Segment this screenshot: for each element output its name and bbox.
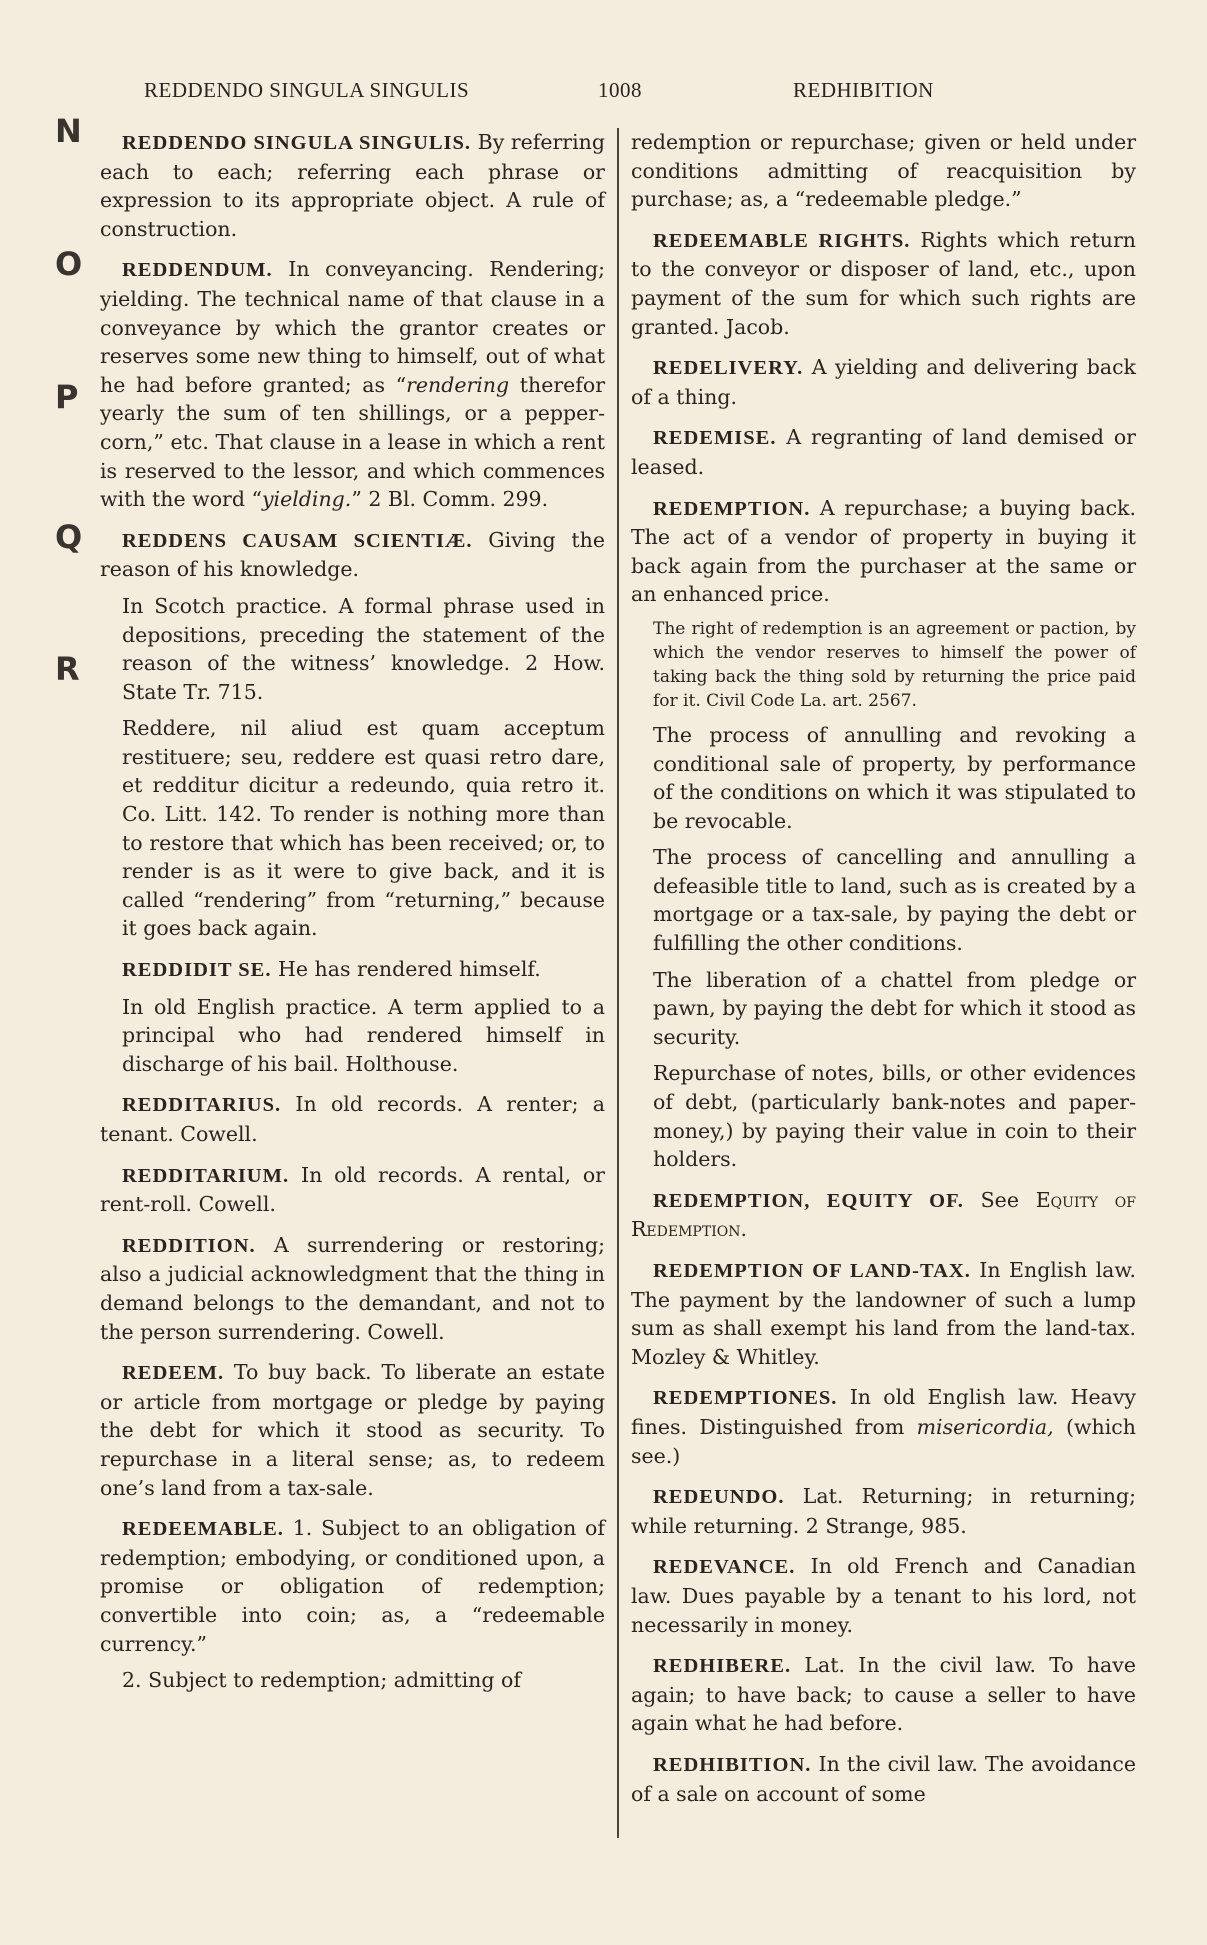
entry-headword: REDEEM.: [122, 1362, 225, 1385]
entry-definition: In old records. A rental, or rent-roll. Cowell.: [100, 1162, 605, 1217]
entry-headword: REDELIVERY.: [653, 357, 804, 380]
entry-definition: In the civil law. The avoidance of a sale on account of some: [631, 1751, 1136, 1806]
entry-definition: In old records. A renter; a tenant. Cowell.: [100, 1092, 605, 1146]
entry-definition: A yielding and delivering back of a thing.: [631, 355, 1136, 409]
entry-definition: Rights which return to the conveyor or disposer of land, etc., upon payment of the sum for which such rights are granted. Jacob.: [631, 227, 1136, 339]
entry-definition: In old French and Canadian law. Dues payable by a tenant to his lord, not necessarily in money.: [631, 1554, 1136, 1637]
entry-reddition: [100, 1231, 605, 1346]
column-divider: [617, 128, 619, 1838]
entry-paragraph: In old English practice. A term applied to a principal who had rendered himself in discharge of his bail. Holthouse.: [122, 994, 605, 1076]
entry-definition: In English law. The payment by the landowner of such a lump sum as shall exempt his land from the land-tax. Mozley & Whitley.: [631, 1258, 1136, 1369]
entry-headword: REDDENDUM.: [122, 259, 273, 282]
entry-definition: Lat. In the civil law. To have again; to have back; to cause a seller to have again what he had before.: [631, 1653, 1136, 1736]
entry-headword: REDEMPTIONES.: [653, 1387, 838, 1410]
entry-headword: REDDITION.: [122, 1234, 256, 1257]
running-head-right: REDHIBITION: [793, 78, 934, 102]
entry-headword: REDDITARIUM.: [122, 1164, 290, 1187]
entry-reddendo-singula-singulis: [100, 128, 605, 243]
entry-redemption-of-land-tax: [631, 1256, 1136, 1371]
entry-definition: Giving the reason of his knowledge.: [100, 527, 605, 582]
entry-headword: REDDIDIT SE.: [122, 959, 272, 982]
italic-term: rendering: [406, 372, 510, 397]
entry-definition-cont: therefor yearly the sum of ten shillings, or a pepper-corn,” etc. That clause in a lease in which a rent is reserved to the lessor, and which commences with the word “: [100, 372, 605, 512]
thumb-index-o[interactable]: O: [55, 245, 83, 283]
entry-definition: Lat. Returning; in returning; while returning. 2 Strange, 985.: [631, 1484, 1136, 1538]
entry-headword: REDHIBERE.: [653, 1655, 792, 1678]
entry-continuation: [631, 128, 1136, 214]
entry-headword: REDEVANCE.: [653, 1556, 796, 1579]
entry-headword: REDEMPTION OF LAND-TAX.: [653, 1260, 971, 1282]
entry-redemise: [631, 423, 1136, 481]
entry-citation: ” 2 Bl. Comm. 299.: [351, 487, 549, 512]
entry-headword: REDDENS CAUSAM SCIENTIÆ.: [122, 529, 473, 552]
entry-paragraph: The liberation of a chattel from pledge or pawn, by paying the debt for which it stood as security.: [653, 967, 1136, 1049]
entry-headword: REDEMISE.: [653, 427, 777, 450]
entry-redditarium: [100, 1161, 605, 1219]
entry-paragraph: The process of annulling and revoking a conditional sale of property, by performance of the conditions on which it was stipulated to be revocable.: [653, 722, 1136, 833]
entry-definition-cont: redemption or repurchase; given or held under conditions admitting of reacquisition by purchase; as, a “redeemable pledge.”: [631, 130, 1136, 212]
right-column: [631, 128, 1136, 1820]
entry-headword: REDEMPTION, EQUITY OF.: [653, 1189, 964, 1212]
entry-redemption-equity-of: [631, 1186, 1136, 1244]
entry-redeemable-rights: [631, 226, 1136, 341]
entry-redhibere: [631, 1651, 1136, 1738]
entry-paragraph: Repurchase of notes, bills, or other evidences of debt, (particularly bank-notes and paper-money,) by paying their value in coin to their holders.: [653, 1061, 1136, 1172]
entry-redelivery: [631, 353, 1136, 411]
entry-headword: REDEMPTION.: [653, 497, 811, 520]
entry-definition: A repurchase; a buying back. The act of a vendor of property in buying it back again from the purchaser at the same or an enhanced price.: [631, 495, 1136, 607]
entry-headword: REDEEMABLE RIGHTS.: [653, 229, 911, 252]
entry-headword: REDHIBITION.: [653, 1753, 812, 1776]
thumb-index-q[interactable]: Q: [55, 518, 83, 556]
italic-term: misericordia,: [916, 1414, 1054, 1439]
entry-headword: REDDENDO SINGULA SINGULIS.: [122, 132, 472, 154]
entry-redemptiones: [631, 1383, 1136, 1470]
entry-definition-cont: (which see.): [631, 1414, 1136, 1468]
entry-redditarius: [100, 1090, 605, 1148]
running-head-left: REDDENDO SINGULA SINGULIS: [144, 78, 470, 102]
entry-definition: A surrendering or restoring; also a judicial acknowledgment that the thing in demand belongs to the demandant, and not to the person surrendering. Cowell.: [100, 1232, 605, 1344]
entry-maxim: Reddere, nil aliud est quam acceptum restituere; seu, reddere est quasi retro dare, et redditur dicitur a redeundo, quia retro it. Co. Litt. 142. To render is nothing more than to restore that which has been received; or, to render is as it were to give back, and it is called “rendering” from “returning,” because it goes back again.: [122, 716, 605, 941]
entry-paragraph: 2. Subject to redemption; admitting of: [122, 1668, 521, 1693]
entry-headword: REDDITARIUS.: [122, 1094, 282, 1117]
entry-redevance: [631, 1552, 1136, 1639]
entry-redemption: [631, 494, 1136, 1174]
cross-reference-link[interactable]: Equity of Redemption.: [631, 1187, 1136, 1242]
entry-definition: A regranting of land demised or leased.: [631, 425, 1136, 479]
thumb-index-r[interactable]: R: [55, 650, 80, 688]
entry-definition: In old English law. Heavy fines. Distinguished from: [631, 1385, 1136, 1439]
entry-definition: He has rendered himself.: [278, 957, 541, 982]
entry-definition: 1. Subject to an obligation of redemption; embodying, or conditioned upon, a promise or obligation of redemption; convertible into coin; as, a “redeemable currency.”: [100, 1516, 605, 1656]
entry-paragraph: In Scotch practice. A formal phrase used in depositions, preceding the statement of the reason of the witness’ knowledge. 2 How. State Tr. 715.: [122, 593, 605, 704]
entry-headword: REDEUNDO.: [653, 1486, 785, 1509]
entry-reddendum: [100, 255, 605, 513]
entry-redhibition: [631, 1750, 1136, 1808]
thumb-index-n[interactable]: N: [55, 112, 82, 150]
entry-reddidit-se: [100, 955, 605, 1078]
thumb-index-p[interactable]: P: [55, 378, 79, 416]
left-column: [100, 128, 605, 1707]
italic-term: yielding.: [261, 487, 352, 512]
entry-definition: See: [980, 1187, 1019, 1212]
entry-quotation: The right of redemption is an agreement or paction, by which the vendor reserves to himself the power of taking back the thing sold by returning the price paid for it. Civil Code La. art. 2567.: [653, 618, 1136, 711]
entry-redeem: [100, 1358, 605, 1502]
entry-paragraph: The process of cancelling and annulling a defeasible title to land, such as is created by a mortgage or a tax-sale, by paying the debt or fulfilling the other conditions.: [653, 845, 1136, 956]
entry-definition: In conveyancing. Rendering; yielding. The technical name of that clause in a conveyance by which the grantor creates or reserves some new thing to himself, out of what he had before granted; as “: [100, 257, 605, 397]
entry-definition: To buy back. To liberate an estate or article from mortgage or pledge by paying the debt for which it stood as security. To repurchase in a literal sense; as, to redeem one’s land from a tax-sale.: [100, 1360, 605, 1500]
entry-redeemable: [100, 1514, 605, 1695]
entry-headword: REDEEMABLE.: [122, 1518, 284, 1541]
page-number: 1008: [598, 78, 642, 102]
entry-redeundo: [631, 1482, 1136, 1540]
entry-definition: By referring each to each; referring each phrase or expression to its appropriate object. A rule of construction.: [100, 130, 605, 241]
entry-reddens-causam-scientiae: [100, 526, 605, 943]
